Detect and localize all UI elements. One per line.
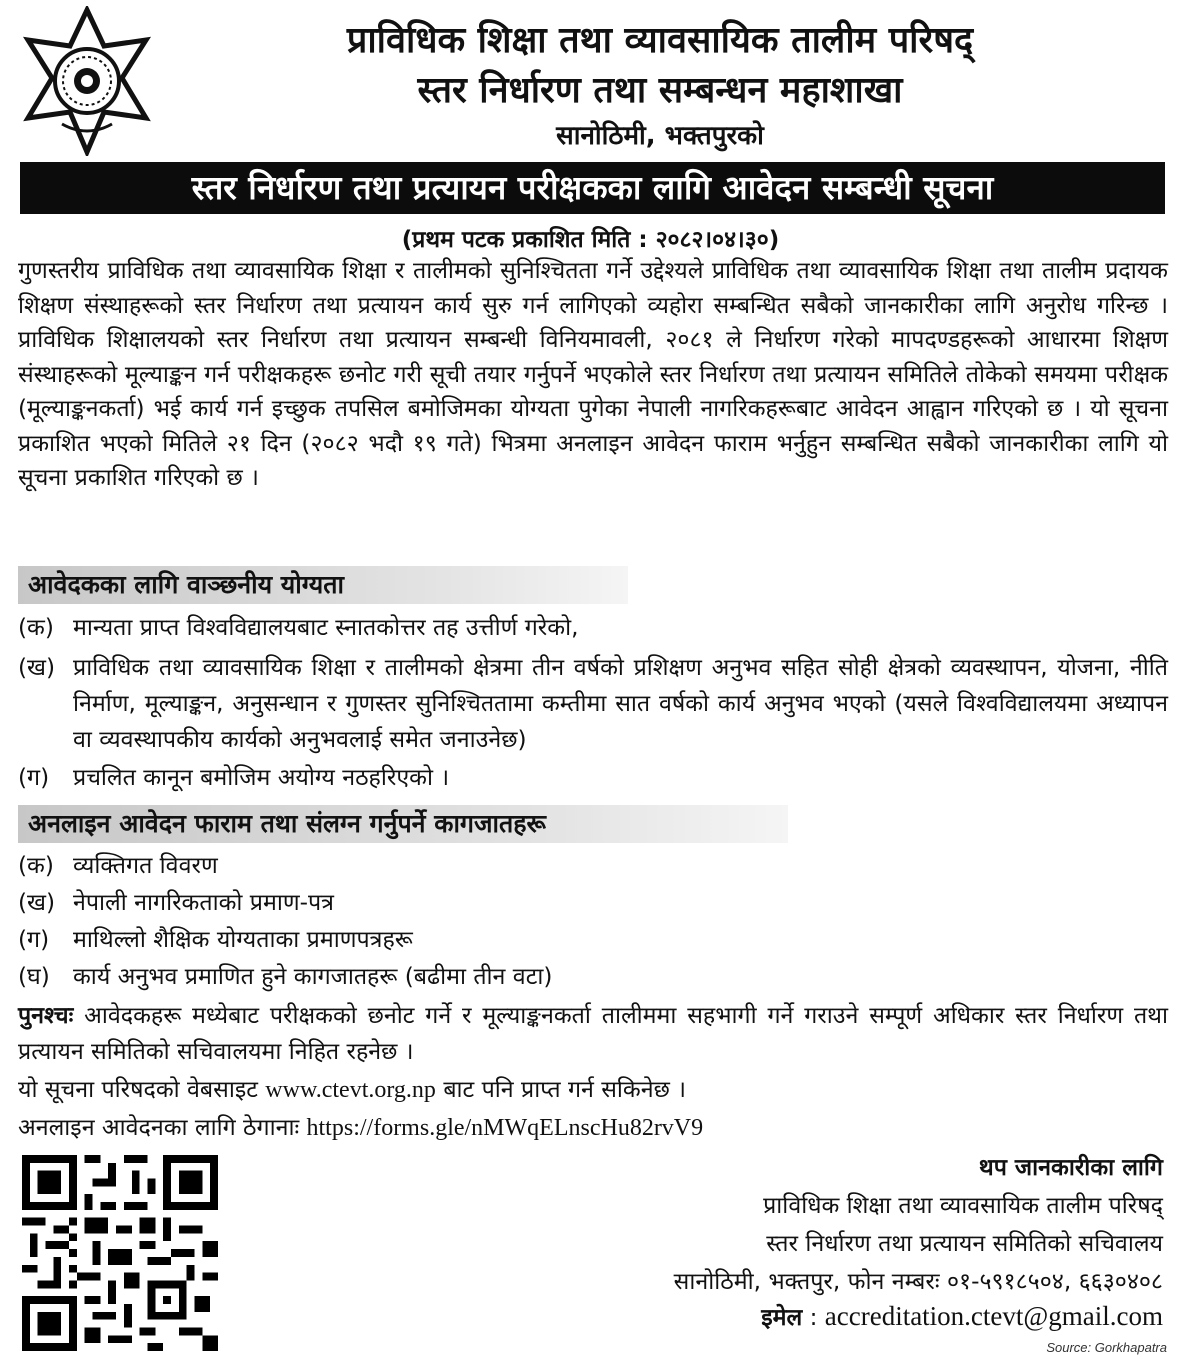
qr-code-icon — [22, 1155, 218, 1351]
item-text: कार्य अनुभव प्रमाणित हुने कागजातहरू (बढीमा तीन वटा) — [73, 963, 553, 990]
website-note-suffix: बाट पनि प्राप्त गर्न सकिनेछ । — [443, 1076, 687, 1103]
list-item — [18, 959, 1168, 995]
email-label: इमेल — [761, 1304, 803, 1331]
item-marker: (क) — [18, 614, 54, 641]
contact-email: इमेल : accreditation.ctevt@gmail.com — [761, 1301, 1163, 1331]
item-text: प्रचलित कानून बमोजिम अयोग्य नठहरिएको । — [73, 764, 450, 791]
division-title: स्तर निर्धारण तथा सम्बन्धन महाशाखा — [417, 70, 903, 111]
online-form-link[interactable]: https://forms.gle/nMWqELnscHu82rvV9 — [306, 1115, 704, 1141]
website-note — [18, 1072, 1168, 1108]
org-title: प्राविधिक शिक्षा तथा व्यावसायिक तालीम परिषद् — [346, 20, 974, 61]
notice-banner: स्तर निर्धारण तथा प्रत्यायन परीक्षकका लागि आवेदन सम्बन्धी सूचना — [20, 162, 1165, 214]
item-text: माथिल्लो शैक्षिक योग्यताका प्रमाणपत्रहरू — [73, 926, 413, 953]
item-text: प्राविधिक तथा व्यावसायिक शिक्षा र तालीमको क्षेत्रमा तीन वर्षको प्रशिक्षण अनुभव सहित सोही क्षेत्रको व्यवस्थापन, योजना, नीति निर्माण, मूल्याङ्कन, अनुसन्धान र गुणस्तर सुनिश्चिततामा कम्तीमा सात वर्षको कार्य अनुभव भएको (यसले विश्वविद्यालयमा अध्यापन वा व्यवस्थापकीय कार्यको अनुभवलाई समेत जनाउनेछ) — [73, 654, 1168, 753]
website-note-prefix: यो सूचना परिषदको वेबसाइट — [18, 1076, 258, 1103]
website-link[interactable]: www.ctevt.org.np — [265, 1077, 436, 1103]
intro-paragraph: गुणस्तरीय प्राविधिक तथा व्यावसायिक शिक्षा र तालीमको सुनिश्चितता गर्ने उद्देश्यले प्राविधिक तथा व्यावसायिक शिक्षा तथा तालीम प्रदायक शिक्षण संस्थाहरूको स्तर निर्धारण तथा प्रत्यायन कार्य सुरु गर्न लागिएको व्यहोरा सम्बन्धित सबैको जानकारीका लागि अनुरोध गरिन्छ । प्राविधिक शिक्षालयको स्तर निर्धारण तथा प्रत्यायन सम्बन्धी विनियमावली, २०८१ ले निर्धारण गरेको मापदण्डहरूको आधारमा शिक्षण संस्थाहरूको मूल्याङ्कन गर्न परीक्षकहरू छनोट गरी सूची तयार गर्नुपर्ने भएकोले स्तर निर्धारण तथा प्रत्यायन समितिले तोकेको समयमा परीक्षक (मूल्याङ्कनकर्ता) भई कार्य गर्न इच्छुक तपसिल बमोजिमका योग्यता पुगेका नेपाली नागरिकहरूबाट आवेदन आह्वान गरिएको छ । यो सूचना प्रकाशित भएको मितिले २१ दिन (२०८२ भदौ १९ गते) भित्रमा अनलाइन आवेदन फाराम भर्नुहुन सम्बन्धित सबैको जानकारीका लागि यो सूचना प्रकाशित गरिएको छ । — [18, 257, 1168, 491]
item-text: नेपाली नागरिकताको प्रमाण-पत्र — [73, 889, 334, 916]
email-link[interactable]: accreditation.ctevt@gmail.com — [824, 1301, 1163, 1331]
contact-address: सानोठिमी, भक्तपुर, फोन नम्बरः ०१-५९१८५०४, ६६३०४०८ — [673, 1268, 1163, 1295]
item-text: मान्यता प्राप्त विश्वविद्यालयबाट स्नातकोत्तर तह उत्तीर्ण गरेको, — [73, 614, 579, 641]
source-credit: Source: Gorkhapatra — [1046, 1340, 1167, 1355]
ctevt-logo-icon — [14, 6, 160, 156]
list-item — [18, 922, 1168, 958]
list-item — [18, 885, 1168, 921]
item-text: व्यक्तिगत विवरण — [73, 852, 218, 879]
contact-heading: थप जानकारीका लागि — [978, 1154, 1163, 1181]
list-item — [18, 760, 1168, 796]
publish-date: (प्रथम पटक प्रकाशित मिति : २०८२।०४।३०) — [401, 227, 780, 253]
contact-office: स्तर निर्धारण तथा प्रत्यायन समितिको सचिवालय — [766, 1230, 1163, 1257]
postscript-text: आवेदकहरू मध्येबाट परीक्षकको छनोट गर्ने र मूल्याङ्कनकर्ता तालीममा सहभागी गर्ने गराउने सम्पूर्ण अधिकार स्तर निर्धारण तथा प्रत्यायन समितिको सचिवालयमा निहित रहनेछ । — [18, 1002, 1169, 1065]
postscript — [18, 998, 1168, 1070]
item-marker: (घ) — [18, 963, 50, 990]
section-documents-title: अनलाइन आवेदन फाराम तथा संलग्न गर्नुपर्ने कागजातहरू — [18, 805, 788, 843]
list-item — [18, 848, 1168, 884]
online-form-label: अनलाइन आवेदनका लागि ठेगानाः — [18, 1114, 300, 1141]
list-item — [18, 650, 1168, 758]
postscript-label: पुनश्चः — [18, 1002, 74, 1029]
contact-org: प्राविधिक शिक्षा तथा व्यावसायिक तालीम परिषद् — [763, 1192, 1163, 1219]
location-title: सानोठिमी, भक्तपुरको — [556, 121, 764, 151]
item-marker: (ख) — [18, 654, 56, 681]
section-qualification-title: आवेदकका लागि वाञ्छनीय योग्यता — [18, 566, 628, 604]
item-marker: (ग) — [18, 926, 50, 953]
item-marker: (क) — [18, 852, 54, 879]
item-marker: (ख) — [18, 889, 56, 916]
online-form-note — [18, 1110, 1168, 1146]
list-item — [18, 610, 1168, 646]
item-marker: (ग) — [18, 764, 50, 791]
